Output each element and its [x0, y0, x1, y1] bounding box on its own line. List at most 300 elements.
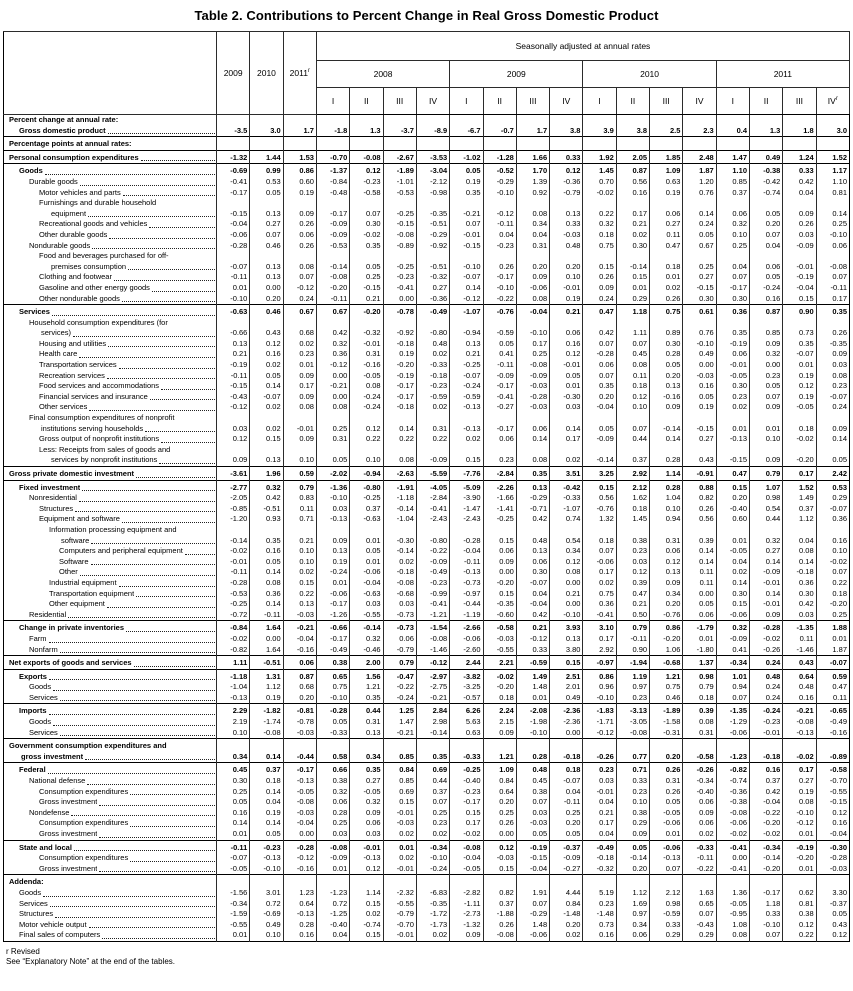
- value-cell: 0.18: [583, 230, 616, 241]
- value-cell: 0.30: [350, 219, 383, 230]
- value-cell: -0.49: [316, 645, 349, 656]
- value-cell: 0.36: [816, 514, 849, 525]
- value-cell: 1.14: [350, 888, 383, 899]
- value-cell: 0.47: [616, 589, 649, 600]
- value-cell: 2.24: [483, 704, 516, 717]
- value-cell: 0.05: [583, 413, 616, 434]
- value-cell: -2.43: [416, 514, 449, 525]
- row-label-cell: [4, 514, 217, 525]
- value-cell: [483, 875, 516, 888]
- value-cell: -0.17: [483, 413, 516, 434]
- value-cell: 0.38: [516, 787, 549, 798]
- value-cell: 0.86: [583, 669, 616, 682]
- value-cell: -0.74: [350, 920, 383, 931]
- row-label-text: institutions serving households: [41, 423, 144, 433]
- value-cell: 0.07: [616, 339, 649, 350]
- value-cell: -0.07: [250, 392, 283, 403]
- value-cell: 0.08: [783, 546, 816, 557]
- value-cell: -0.15: [383, 219, 416, 230]
- value-cell: 5.63: [450, 717, 483, 728]
- value-cell: 0.33: [750, 909, 783, 920]
- value-cell: 0.02: [283, 339, 316, 350]
- value-cell: 0.13: [250, 272, 283, 283]
- dot-leader: [130, 825, 215, 827]
- value-cell: 0.56: [683, 514, 716, 525]
- value-cell: 0.15: [483, 864, 516, 875]
- value-cell: 0.08: [383, 445, 416, 467]
- value-cell: 0.39: [683, 704, 716, 717]
- value-cell: 0.11: [283, 504, 316, 515]
- value-cell: 0.04: [316, 930, 349, 941]
- value-cell: 0.16: [250, 546, 283, 557]
- value-cell: 1.7: [516, 126, 549, 137]
- value-cell: 1.12: [616, 888, 649, 899]
- row-label-line: [4, 483, 216, 494]
- value-cell: 0.16: [816, 818, 849, 829]
- value-cell: -0.06: [516, 283, 549, 294]
- value-cell: -0.07: [450, 272, 483, 283]
- value-cell: 0.01: [783, 864, 816, 875]
- value-cell: 0.02: [583, 578, 616, 589]
- value-cell: -0.08: [383, 578, 416, 589]
- value-cell: 0.05: [250, 557, 283, 568]
- dot-leader: [99, 836, 215, 838]
- row-label-line: [4, 717, 216, 728]
- value-cell: 0.05: [316, 445, 349, 467]
- value-cell: 3.51: [550, 467, 583, 481]
- value-cell: 0.23: [616, 787, 649, 798]
- value-cell: 0.18: [583, 525, 616, 546]
- row-label-cell: [4, 434, 217, 445]
- value-cell: 0.48: [750, 669, 783, 682]
- value-cell: -0.34: [716, 656, 749, 670]
- row-label-text: Final sales of computers: [19, 930, 101, 940]
- value-cell: 0.71: [283, 514, 316, 525]
- value-cell: -0.51: [250, 504, 283, 515]
- value-cell: 0.19: [250, 693, 283, 704]
- value-cell: 0.09: [283, 392, 316, 403]
- value-cell: -0.20: [816, 599, 849, 610]
- row-label-text: Less: Receipts from sales of goods and: [39, 444, 171, 454]
- value-cell: 0.08: [316, 402, 349, 413]
- value-cell: 0.16: [283, 930, 316, 941]
- value-cell: -0.07: [783, 349, 816, 360]
- row-label-line: [4, 294, 216, 305]
- value-cell: 0.34: [217, 739, 250, 763]
- row-label-text: Services: [19, 898, 48, 908]
- value-cell: 0.06: [816, 241, 849, 252]
- row-label-line: [4, 272, 216, 283]
- value-cell: -1.36: [316, 480, 349, 493]
- value-cell: -2.36: [550, 717, 583, 728]
- value-cell: 1.56: [350, 669, 383, 682]
- annual-column-header: 2010: [250, 32, 283, 115]
- value-cell: 0.46: [250, 241, 283, 252]
- value-cell: 0.15: [583, 480, 616, 493]
- value-cell: 0.28: [650, 445, 683, 467]
- annual-column-header: 2011$^r$: [283, 32, 316, 115]
- value-cell: 0.02: [550, 930, 583, 941]
- value-cell: 1.37: [683, 656, 716, 670]
- value-cell: 1.07: [750, 480, 783, 493]
- value-cell: -0.43: [217, 392, 250, 403]
- table-row: [4, 704, 850, 717]
- value-cell: 1.85: [650, 150, 683, 164]
- value-cell: 0.67: [316, 305, 349, 318]
- row-label-line: [4, 115, 216, 126]
- table-row: [4, 787, 850, 798]
- row-label-cell: [4, 150, 217, 164]
- value-cell: 0.42: [783, 599, 816, 610]
- value-cell: -0.08: [816, 251, 849, 272]
- value-cell: 1.12: [783, 514, 816, 525]
- value-cell: 0.00: [716, 853, 749, 864]
- value-cell: -0.20: [483, 682, 516, 693]
- quarter-column-header: IV: [550, 88, 583, 115]
- row-label-line: [4, 371, 216, 382]
- value-cell: -1.02: [450, 150, 483, 164]
- value-cell: -1.35: [783, 621, 816, 634]
- value-cell: 0.47: [716, 467, 749, 481]
- value-cell: -0.03: [516, 402, 549, 413]
- value-cell: -0.17: [750, 888, 783, 899]
- value-cell: -0.52: [483, 164, 516, 177]
- value-cell: 0.05: [450, 164, 483, 177]
- value-cell: 0.06: [683, 818, 716, 829]
- row-label-line: [4, 706, 216, 717]
- value-cell: 0.12: [616, 392, 649, 403]
- value-cell: -0.17: [483, 381, 516, 392]
- value-cell: 0.04: [250, 797, 283, 808]
- value-cell: -0.11: [550, 797, 583, 808]
- row-label-cell: [4, 840, 217, 853]
- value-cell: 0.06: [650, 198, 683, 219]
- value-cell: 0.02: [416, 402, 449, 413]
- value-cell: 0.00: [283, 829, 316, 840]
- value-cell: 0.42: [250, 493, 283, 504]
- row-label-cell: [4, 682, 217, 693]
- row-label-cell: [4, 525, 217, 546]
- value-cell: 3.25: [583, 467, 616, 481]
- value-cell: 0.19: [783, 787, 816, 798]
- value-cell: 0.09: [816, 413, 849, 434]
- row-label-line: [4, 776, 216, 787]
- table-row: [4, 318, 850, 339]
- value-cell: 0.00: [550, 599, 583, 610]
- value-cell: 0.09: [316, 525, 349, 546]
- value-cell: -0.27: [483, 402, 516, 413]
- value-cell: 2.3: [683, 126, 716, 137]
- value-cell: -0.14: [416, 728, 449, 739]
- value-cell: 0.75: [316, 682, 349, 693]
- value-cell: 0.26: [483, 818, 516, 829]
- dot-leader: [130, 793, 215, 795]
- value-cell: 0.98: [650, 899, 683, 910]
- value-cell: 0.69: [383, 787, 416, 798]
- value-cell: 1.18: [750, 899, 783, 910]
- value-cell: 0.13: [316, 546, 349, 557]
- value-cell: -0.02: [217, 546, 250, 557]
- value-cell: 0.25: [516, 349, 549, 360]
- value-cell: 0.32: [750, 349, 783, 360]
- row-label-text: Exports: [19, 671, 47, 681]
- row-label-text: Goods: [19, 887, 42, 897]
- dot-leader: [92, 247, 215, 249]
- dot-leader: [141, 159, 215, 161]
- dot-leader: [49, 678, 215, 680]
- dot-leader: [122, 300, 215, 302]
- value-cell: [783, 137, 816, 151]
- value-cell: -0.20: [783, 445, 816, 467]
- value-cell: 0.03: [516, 808, 549, 819]
- value-cell: 0.16: [816, 525, 849, 546]
- value-cell: 0.07: [283, 272, 316, 283]
- value-cell: -2.43: [450, 514, 483, 525]
- value-cell: 1.7: [283, 126, 316, 137]
- value-cell: 0.27: [250, 219, 283, 230]
- value-cell: 0.07: [750, 392, 783, 403]
- row-label-text: Housing and utilities: [39, 338, 107, 348]
- value-cell: 0.26: [483, 251, 516, 272]
- value-cell: -0.23: [250, 840, 283, 853]
- value-cell: 0.34: [350, 739, 383, 763]
- value-cell: 0.37: [483, 899, 516, 910]
- value-cell: -0.10: [250, 864, 283, 875]
- value-cell: 0.85: [750, 318, 783, 339]
- value-cell: 0.05: [650, 360, 683, 371]
- row-label-cell: [4, 818, 217, 829]
- table-row: [4, 818, 850, 829]
- value-cell: -0.53: [316, 241, 349, 252]
- value-cell: -0.18: [550, 739, 583, 763]
- value-cell: 0.06: [583, 360, 616, 371]
- value-cell: 0.01: [516, 693, 549, 704]
- table-row: [4, 251, 850, 272]
- row-label-cell: [4, 164, 217, 177]
- value-cell: 0.32: [716, 621, 749, 634]
- row-label-cell: [4, 241, 217, 252]
- value-cell: -1.48: [550, 909, 583, 920]
- value-cell: -0.07: [816, 656, 849, 670]
- value-cell: 1.66: [516, 150, 549, 164]
- value-cell: -0.35: [416, 899, 449, 910]
- value-cell: 0.46: [650, 693, 683, 704]
- value-cell: -0.85: [217, 504, 250, 515]
- dot-leader: [149, 226, 215, 228]
- row-label-line: [4, 752, 216, 763]
- value-cell: 1.09: [483, 763, 516, 776]
- dot-leader: [53, 724, 215, 726]
- value-cell: -0.11: [217, 272, 250, 283]
- value-cell: -0.60: [483, 610, 516, 621]
- value-cell: -5.09: [450, 480, 483, 493]
- value-cell: 0.26: [583, 272, 616, 283]
- value-cell: -0.80: [416, 525, 449, 546]
- value-cell: 0.34: [550, 546, 583, 557]
- value-cell: 1.62: [616, 493, 649, 504]
- value-cell: -0.06: [583, 557, 616, 568]
- value-cell: 1.49: [516, 669, 549, 682]
- value-cell: -8.9: [416, 126, 449, 137]
- value-cell: 1.11: [616, 318, 649, 339]
- row-label-text: Services: [29, 727, 58, 737]
- table-row: [4, 188, 850, 199]
- value-cell: -0.15: [350, 283, 383, 294]
- value-cell: 0.01: [783, 360, 816, 371]
- table-row: [4, 728, 850, 739]
- value-cell: 0.31: [316, 434, 349, 445]
- value-cell: 0.09: [450, 930, 483, 941]
- row-label-cell: [4, 318, 217, 339]
- value-cell: 0.54: [550, 525, 583, 546]
- value-cell: 0.09: [650, 578, 683, 589]
- value-cell: 0.20: [616, 864, 649, 875]
- value-cell: -0.28: [750, 621, 783, 634]
- value-cell: 0.27: [783, 776, 816, 787]
- value-cell: 0.02: [250, 360, 283, 371]
- row-label-line: [4, 230, 216, 241]
- value-cell: 0.05: [683, 230, 716, 241]
- value-cell: [650, 115, 683, 126]
- value-cell: [283, 137, 316, 151]
- value-cell: 0.08: [516, 198, 549, 219]
- row-label-cell: [4, 787, 217, 798]
- value-cell: [750, 875, 783, 888]
- value-cell: -5.59: [416, 467, 449, 481]
- row-label-cell: [4, 776, 217, 787]
- value-cell: -0.14: [217, 525, 250, 546]
- value-cell: -0.40: [450, 776, 483, 787]
- value-cell: 3.01: [250, 888, 283, 899]
- value-cell: 0.01: [350, 557, 383, 568]
- value-cell: 0.13: [250, 445, 283, 467]
- row-label-text: Goods: [29, 682, 52, 692]
- value-cell: [250, 875, 283, 888]
- value-cell: -0.08: [483, 930, 516, 941]
- value-cell: 0.29: [683, 930, 716, 941]
- value-cell: 0.28: [316, 808, 349, 819]
- value-cell: 0.06: [283, 230, 316, 241]
- value-cell: -0.09: [316, 853, 349, 864]
- value-cell: -0.70: [383, 920, 416, 931]
- value-cell: 0.68: [283, 682, 316, 693]
- row-label-line: [4, 166, 216, 177]
- value-cell: 0.06: [516, 413, 549, 434]
- value-cell: 6.26: [450, 704, 483, 717]
- value-cell: -0.48: [316, 188, 349, 199]
- value-cell: 0.08: [516, 294, 549, 305]
- value-cell: 1.25: [383, 704, 416, 717]
- value-cell: 0.03: [350, 829, 383, 840]
- dot-leader: [48, 772, 215, 774]
- value-cell: 0.11: [650, 230, 683, 241]
- value-cell: 0.14: [750, 557, 783, 568]
- value-cell: 0.76: [683, 318, 716, 339]
- row-label-line: [4, 455, 216, 466]
- value-cell: 0.08: [250, 578, 283, 589]
- value-cell: -0.42: [550, 480, 583, 493]
- value-cell: 0.32: [716, 219, 749, 230]
- row-label-line: [4, 829, 216, 840]
- table-row: [4, 693, 850, 704]
- value-cell: -0.21: [283, 621, 316, 634]
- table-row: [4, 360, 850, 371]
- value-cell: -0.14: [616, 251, 649, 272]
- value-cell: 0.05: [650, 797, 683, 808]
- value-cell: 1.3: [750, 126, 783, 137]
- value-cell: 0.50: [616, 610, 649, 621]
- table-row: [4, 909, 850, 920]
- value-cell: -0.12: [217, 402, 250, 413]
- value-cell: 0.07: [816, 272, 849, 283]
- value-cell: 0.20: [716, 493, 749, 504]
- value-cell: -0.16: [816, 728, 849, 739]
- value-cell: 0.75: [650, 305, 683, 318]
- value-cell: -0.65: [816, 704, 849, 717]
- value-cell: 0.22: [283, 589, 316, 600]
- value-cell: -0.23: [416, 578, 449, 589]
- row-label-line: [4, 546, 216, 557]
- value-cell: [783, 875, 816, 888]
- value-cell: -0.01: [283, 413, 316, 434]
- value-cell: 0.26: [683, 504, 716, 515]
- value-cell: 1.69: [616, 899, 649, 910]
- value-cell: 0.59: [283, 467, 316, 481]
- value-cell: 0.06: [650, 546, 683, 557]
- value-cell: 0.09: [516, 272, 549, 283]
- value-cell: [650, 875, 683, 888]
- value-cell: [250, 115, 283, 126]
- value-cell: 0.01: [650, 272, 683, 283]
- value-cell: 0.02: [550, 445, 583, 467]
- value-cell: -0.25: [383, 251, 416, 272]
- value-cell: 0.39: [616, 578, 649, 589]
- value-cell: 0.21: [450, 349, 483, 360]
- value-cell: -0.11: [450, 557, 483, 568]
- value-cell: 0.38: [616, 525, 649, 546]
- value-cell: -0.01: [217, 557, 250, 568]
- value-cell: 0.11: [616, 371, 649, 382]
- dot-leader: [82, 489, 215, 491]
- value-cell: 0.20: [650, 599, 683, 610]
- value-cell: 0.07: [750, 930, 783, 941]
- value-cell: 0.13: [250, 198, 283, 219]
- value-cell: -0.10: [550, 610, 583, 621]
- row-label-cell: [4, 371, 217, 382]
- value-cell: -0.06: [650, 818, 683, 829]
- value-cell: -2.75: [416, 682, 449, 693]
- row-label-text: Government consumption expenditures and: [9, 741, 167, 751]
- table-row: [4, 514, 850, 525]
- value-cell: 0.12: [550, 164, 583, 177]
- value-cell: 0.29: [816, 493, 849, 504]
- value-cell: -0.89: [816, 739, 849, 763]
- value-cell: -0.10: [316, 493, 349, 504]
- row-label-line: [4, 567, 216, 578]
- row-label-line: [4, 797, 216, 808]
- value-cell: 1.47: [383, 717, 416, 728]
- value-cell: -2.82: [450, 888, 483, 899]
- value-cell: 0.07: [716, 693, 749, 704]
- row-label-cell: [4, 567, 217, 578]
- value-cell: -0.14: [383, 504, 416, 515]
- row-label-cell: [4, 272, 217, 283]
- value-cell: 3.80: [550, 645, 583, 656]
- value-cell: -0.44: [283, 739, 316, 763]
- row-label-cell: [4, 126, 217, 137]
- value-cell: 1.8: [783, 126, 816, 137]
- value-cell: -1.8: [316, 126, 349, 137]
